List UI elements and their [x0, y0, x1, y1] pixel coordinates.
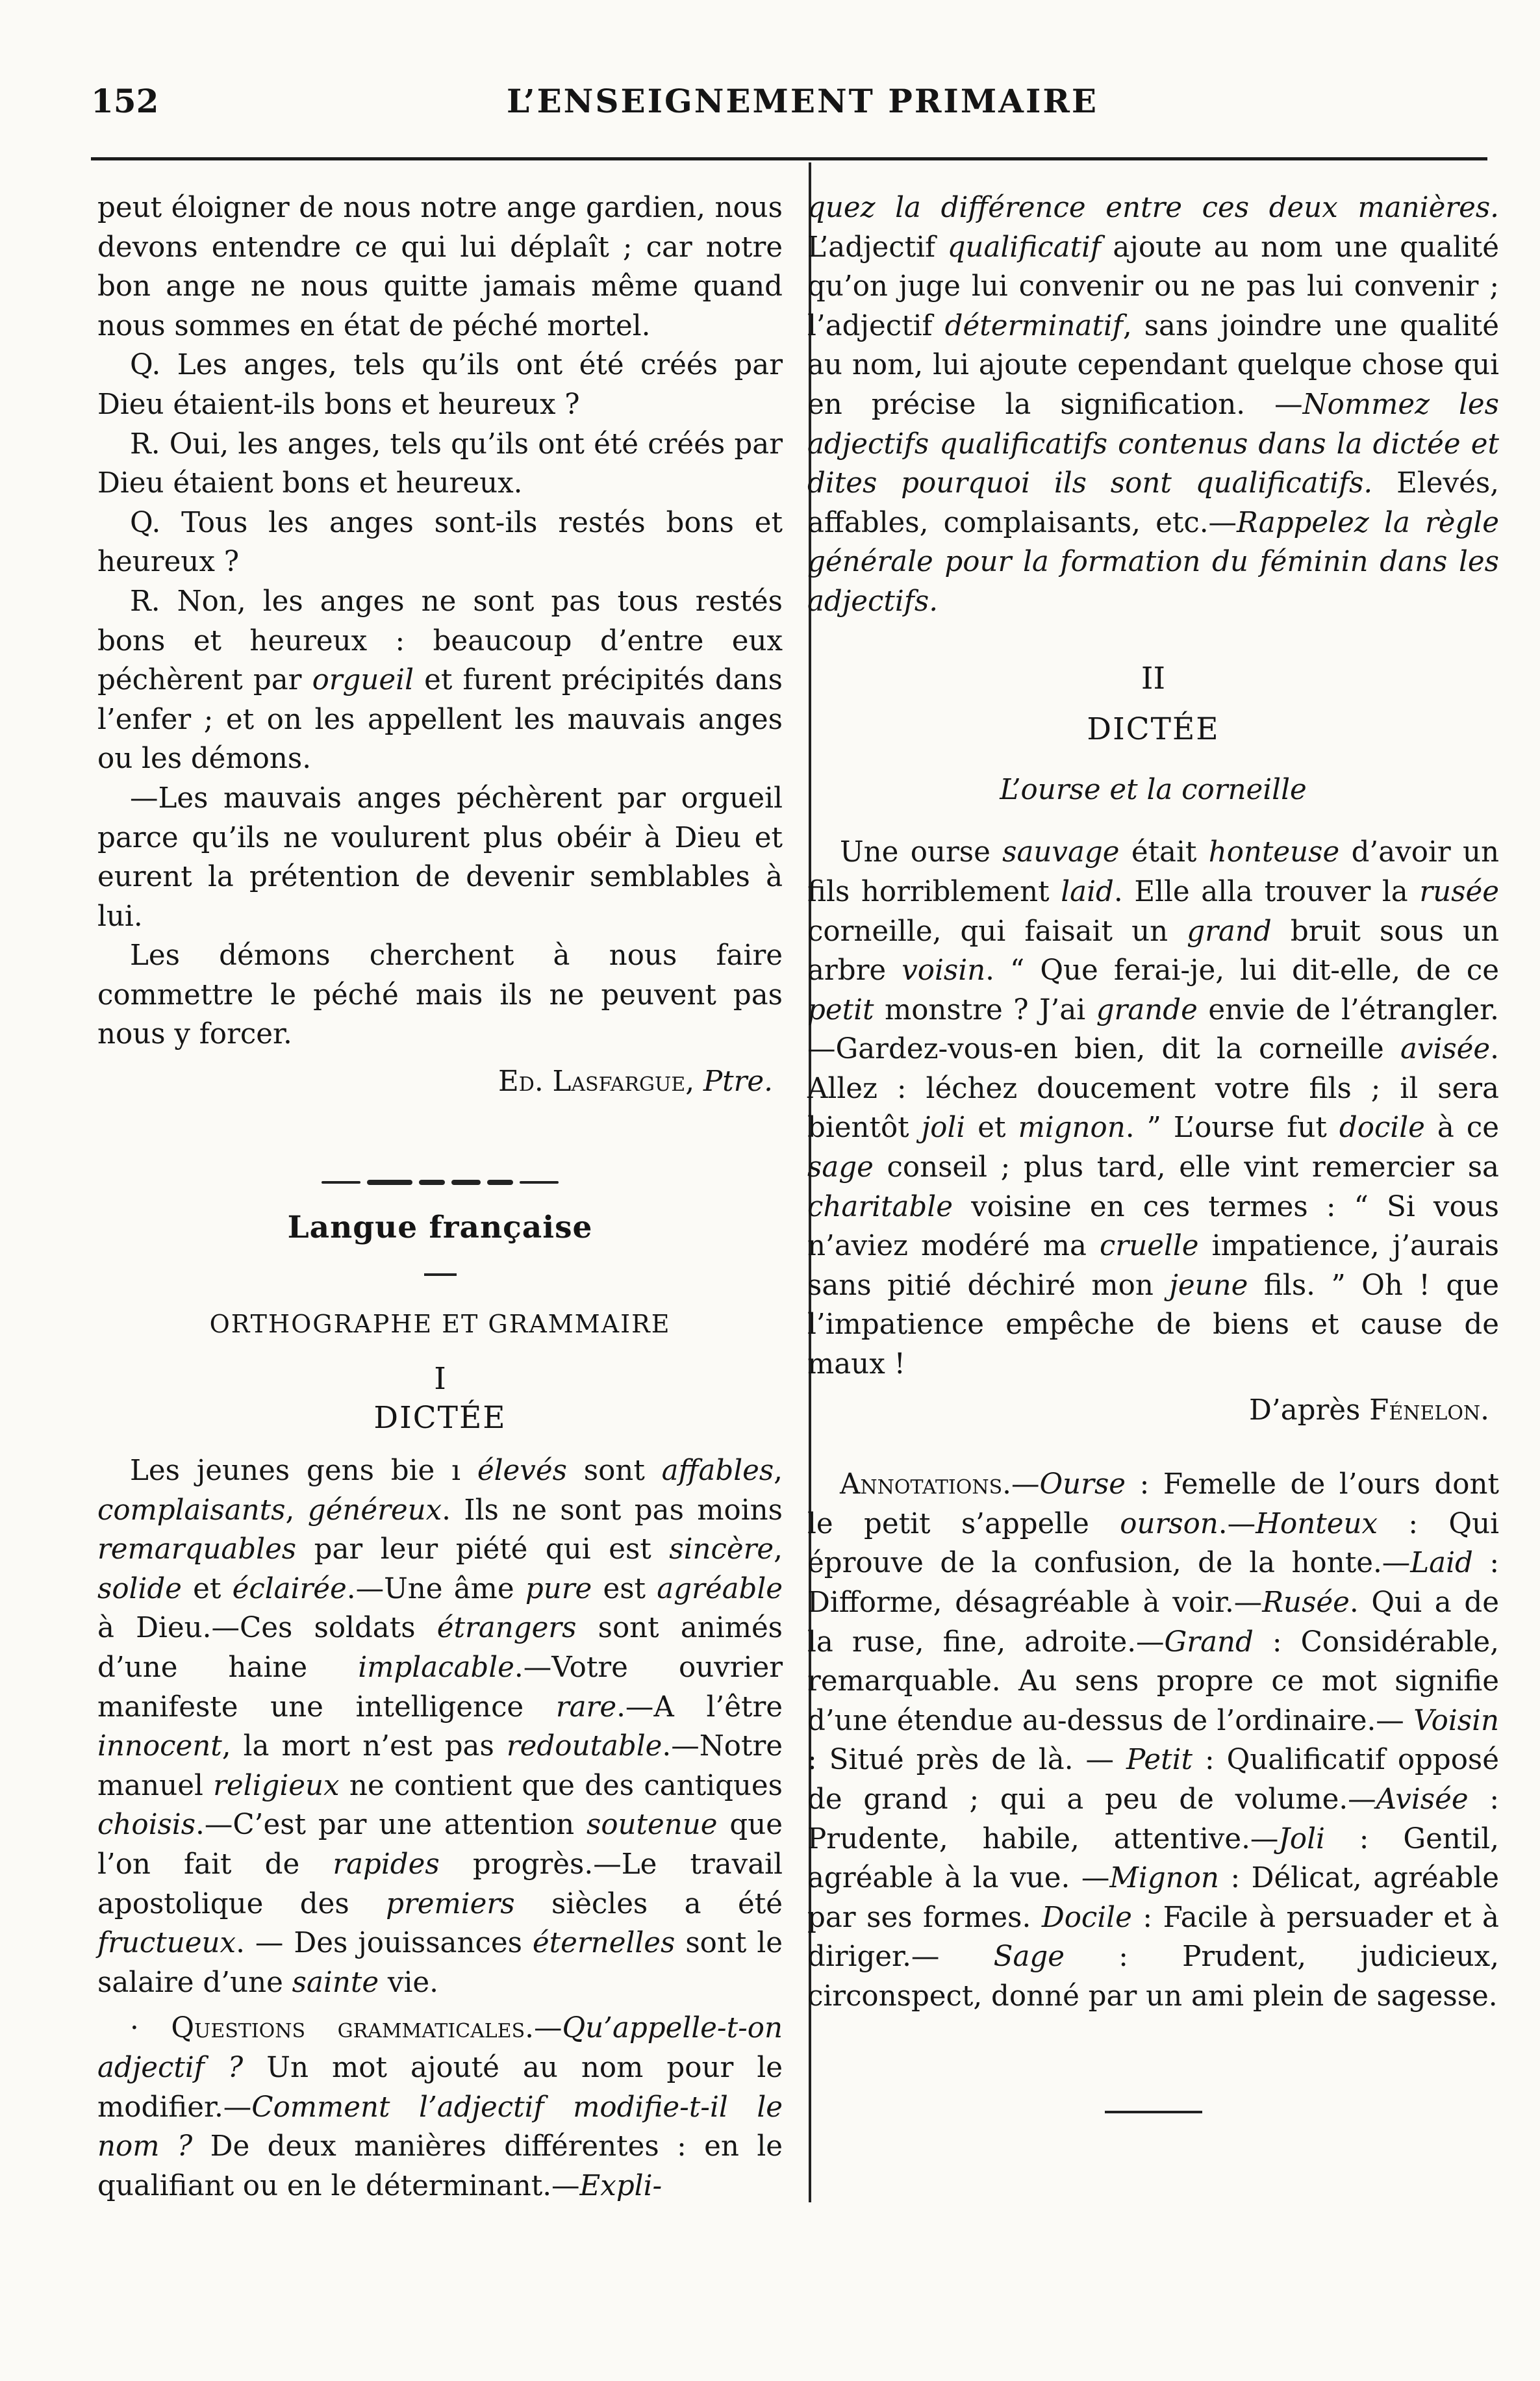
dictee-heading: DICTÉE — [373, 1400, 507, 1436]
text-run: bruit sous un arbre — [807, 915, 1499, 987]
text-run: innocent — [97, 1730, 222, 1763]
catechism-question: Q. Tous les anges sont-ils restés bons et heureux ? — [97, 506, 783, 579]
text-run: Petit — [1126, 1744, 1193, 1777]
text-run: : Prudente, habile, attentive.— — [807, 1783, 1500, 1855]
text-run: , — [774, 1455, 783, 1488]
text-run: est — [592, 1572, 657, 1605]
text-run: Mignon — [1109, 1862, 1219, 1895]
text-run: sont — [566, 1455, 662, 1488]
text-run: Sage — [993, 1941, 1065, 1974]
attribution: D’après Fénelon. — [1248, 1394, 1489, 1427]
text-run: à Dieu.—Ces soldats — [97, 1612, 437, 1645]
catechism-paragraph: —Les mauvais anges péchèrent par orgueil parce qu’ils ne voulurent plus obéir à Dieu et eurent la prétention de devenir semblables à lui. — [97, 782, 783, 933]
text-run: premiers — [386, 1887, 515, 1920]
text-run: religieux — [213, 1769, 340, 1802]
text-run: à ce — [1424, 1112, 1499, 1145]
text-run: était — [1119, 836, 1209, 869]
dictee-heading: DICTÉE — [1087, 711, 1220, 748]
text-run: grand — [1187, 915, 1272, 948]
text-run: Elevés, affables, complaisants, etc.— — [807, 467, 1499, 539]
text-run: Comment l’adjectif modifie-t-il le nom ? — [97, 2091, 783, 2163]
annotations — [807, 1465, 1499, 2016]
text-run: L’adjectif — [807, 231, 948, 264]
text-run: laid — [1061, 875, 1114, 908]
text-run: grande — [1096, 993, 1198, 1026]
text-run: Une ourse — [840, 836, 1003, 869]
right-column — [807, 188, 1499, 2113]
text-run: . Allez : léchez doucement votre fils ; il sera bientôt — [807, 1033, 1499, 1145]
text-run: Honteux — [1256, 1507, 1378, 1540]
text-run: : Femelle de l’ours dont le petit s’appelle — [807, 1468, 1499, 1540]
text-run: : Qui éprouve de la confusion, de la honte.— — [807, 1507, 1499, 1580]
text-run: Ourse — [1039, 1468, 1126, 1501]
text-run: éclairée — [232, 1572, 347, 1605]
text-run: cruelle — [1100, 1230, 1199, 1263]
text-run: ourson — [1120, 1507, 1218, 1540]
text-run: que l’on fait de — [97, 1809, 783, 1881]
catechism-paragraph: peut éloigner de nous notre ange gardien, nous devons entendre ce qui lui déplaît ; car notre bon ange ne nous quitte jamais même quand nous sommes en état de péché mortel. — [97, 192, 783, 342]
text-run: affables — [661, 1455, 774, 1488]
text-run: rusée — [1419, 875, 1499, 908]
text-run: : Prudent, judicieux, circonspect, donné par un ami plein de sagesse. — [807, 1941, 1499, 2013]
text-run: et — [181, 1572, 233, 1605]
catechism-question: Q. Les anges, tels qu’ils ont été créés par Dieu étaient-ils bons et heureux ? — [97, 349, 783, 421]
roman-numeral: II — [1141, 660, 1166, 696]
text-run: avisée — [1400, 1033, 1491, 1066]
left-column — [97, 188, 783, 2206]
dictee-text — [97, 1451, 783, 2002]
text-run: Laid — [1410, 1547, 1473, 1580]
text-run: implacable — [358, 1651, 514, 1684]
text-run: soutenue — [587, 1809, 718, 1842]
text-run: Questions grammaticales. — [171, 2012, 534, 2045]
catechism-answer: R. Non, les anges ne sont pas tous restés bons et heureux : beaucoup d’entre eux péchèrent par orgueil et furent précipités dans l’enfer ; et on les appellent les mauvais anges ou les démons. — [97, 585, 783, 776]
text-run: Docile — [1041, 1901, 1132, 1934]
text-run: .—C’est par une attention — [196, 1809, 587, 1842]
text-run: — — [533, 2012, 562, 2045]
text-run: qualificatif — [947, 231, 1102, 264]
text-run: corneille, qui faisait un — [807, 915, 1187, 948]
text-run: honteuse — [1208, 836, 1340, 869]
text-run: éternelles — [532, 1927, 675, 1960]
text-run: Nommez les adjectifs qualificatifs contenus dans la dictée et dites pourquoi ils sont qualificatifs. — [807, 388, 1500, 500]
text-run: Joli — [1278, 1822, 1325, 1855]
page-number: 152 — [91, 82, 159, 120]
text-run: fils. ” Oh ! que l’impatience empêche de biens et cause de maux ! — [807, 1269, 1499, 1381]
text-run: envie de l’étrangler.—Gardez-vous-en bien, dit la corneille — [807, 993, 1499, 1066]
text-run: : Délicat, agréable par ses formes. — [807, 1862, 1499, 1934]
text-run: complaisants — [97, 1494, 286, 1527]
running-header — [91, 82, 1442, 134]
author-signature: Ed. Lasfargue, Ptre. — [498, 1065, 773, 1099]
text-run: . Ils ne sont pas moins — [442, 1494, 783, 1527]
text-run: rapides — [333, 1848, 440, 1881]
text-run: ajoute au nom une qualité qu’on juge lui convenir ou ne pas lui convenir ; l’adjectif — [807, 231, 1499, 342]
text-run: docile — [1339, 1112, 1425, 1145]
text-run: charitable — [807, 1190, 953, 1223]
text-run: Annotations. — [840, 1468, 1011, 1501]
text-run: ne contient que des cantiques — [339, 1769, 783, 1802]
text-run: redoutable — [506, 1730, 663, 1763]
text-run: : Considérable, remarquable. Au sens propre ce mot signifie d’une étendue au-dessus de l’ordinaire.— — [807, 1625, 1499, 1737]
text-run: monstre ? J’ai — [874, 993, 1096, 1026]
text-run: Rusée — [1262, 1586, 1350, 1619]
text-run: . Elle alla trouver la — [1113, 875, 1420, 908]
text-run: . Qui a de la ruse, fine, adroite.— — [807, 1586, 1499, 1659]
text-run: De deux manières différentes : en le qualifiant ou en le déterminant.— — [97, 2130, 783, 2202]
text-run: généreux — [307, 1494, 442, 1527]
section-title: Langue française — [287, 1209, 593, 1245]
text-run: par leur piété qui est — [296, 1533, 670, 1566]
story-title: L’ourse et la corneille — [1000, 773, 1307, 806]
end-rule — [1105, 2111, 1202, 2113]
text-run: Les jeunes gens bie ı — [130, 1455, 477, 1488]
text-run: Voisin — [1413, 1704, 1499, 1737]
text-run: — — [1011, 1468, 1040, 1501]
text-run: progrès.—Le travail apostolique des — [97, 1848, 783, 1920]
text-run: · — [130, 2012, 171, 2045]
grammar-questions — [97, 2009, 783, 2206]
text-run: sincère — [669, 1533, 774, 1566]
text-run: pure — [525, 1572, 592, 1605]
text-run: voisin — [902, 954, 986, 987]
header-rule — [91, 157, 1487, 160]
text-run: sont le salaire d’une — [97, 1927, 783, 1999]
text-run: Expli- — [579, 2169, 663, 2202]
text-run: conseil ; plus tard, elle vint remercier sa — [873, 1151, 1499, 1184]
text-run: quez la différence entre ces deux manières. — [807, 192, 1499, 224]
text-run: Qu’appelle-t-on adjectif ? — [97, 2012, 783, 2084]
text-run: : Facile à persuader et à diriger.— — [807, 1901, 1499, 1974]
text-run: Avisée — [1376, 1783, 1469, 1816]
text-run: , — [285, 1494, 308, 1527]
text-run: siècles a été — [514, 1887, 783, 1920]
text-run: : Qualificatif opposé de grand ; qui a peu de volume.— — [807, 1744, 1499, 1816]
text-run: : Gentil, agréable à la vue. — — [807, 1822, 1499, 1895]
text-run: déterminatif — [944, 309, 1123, 342]
text-run: . ” L’ourse fut — [1125, 1112, 1339, 1145]
text-run: choisis — [97, 1809, 196, 1842]
text-run: : Situé près de là. — — [807, 1744, 1127, 1777]
text-run: impatience, j’aurais sans pitié déchiré mon — [807, 1230, 1500, 1302]
text-run: .—A l’être — [616, 1690, 783, 1724]
text-run: rare — [555, 1690, 617, 1724]
text-run: .—Une âme — [346, 1572, 525, 1605]
short-rule — [424, 1273, 457, 1276]
ornament-rule — [97, 1180, 783, 1185]
text-run: sauvage — [1002, 836, 1120, 869]
text-run: jeune — [1169, 1269, 1248, 1302]
subsection-heading: ORTHOGRAPHE ET GRAMMAIRE — [209, 1310, 671, 1339]
text-run: Grand — [1164, 1625, 1254, 1659]
text-run: .—Notre manuel — [97, 1730, 783, 1802]
catechism-answer: R. Oui, les anges, tels qu’ils ont été créés par Dieu étaient bons et heureux. — [97, 427, 783, 500]
text-run: petit — [807, 993, 874, 1026]
text-run: , — [774, 1533, 783, 1566]
text-run: remarquables — [97, 1533, 297, 1566]
text-run: Un mot ajouté au nom pour le modifier.— — [97, 2051, 783, 2124]
text-run: vie. — [379, 1966, 438, 1999]
text-run: .—Votre ouvrier manifeste une intelligence — [97, 1651, 783, 1724]
text-run: .— — [1218, 1507, 1256, 1540]
catechism-paragraph: Les démons cherchent à nous faire commettre le péché mais ils ne peuvent pas nous y forcer. — [97, 939, 783, 1051]
text-run: étrangers — [436, 1612, 577, 1645]
text-run: d’avoir un fils horriblement — [807, 836, 1500, 908]
text-run: , sans joindre une qualité au nom, lui ajoute cependant quelque chose qui en précise la signification. — — [807, 309, 1500, 421]
text-run: fructueux — [97, 1927, 236, 1960]
text-run: sainte — [292, 1966, 379, 1999]
roman-numeral: I — [434, 1360, 446, 1397]
text-run: voisine en ces termes : “ Si vous n’aviez modéré ma — [807, 1190, 1499, 1263]
text-run: élevés — [477, 1455, 567, 1488]
text-run: Rappelez la règle générale pour la formation du féminin dans les adjectifs. — [807, 506, 1499, 618]
text-run: sont animés d’une haine — [97, 1612, 783, 1684]
text-run: mignon — [1018, 1112, 1126, 1145]
text-run: . “ Que ferai-je, lui dit-elle, de ce — [985, 954, 1499, 987]
text-run: : Difforme, désagréable à voir.— — [807, 1547, 1500, 1619]
text-run: sage — [807, 1151, 874, 1184]
text-run: joli — [921, 1112, 966, 1145]
grammar-questions-continued — [807, 188, 1499, 622]
text-run: et — [965, 1112, 1018, 1145]
dictee-text — [807, 833, 1499, 1384]
text-run: solide — [97, 1572, 182, 1605]
text-run: , la mort n’est pas — [221, 1730, 507, 1763]
text-run: agréable — [657, 1572, 783, 1605]
text-run: . — Des jouissances — [236, 1927, 533, 1960]
running-title: L’ENSEIGNEMENT PRIMAIRE — [507, 82, 1099, 120]
